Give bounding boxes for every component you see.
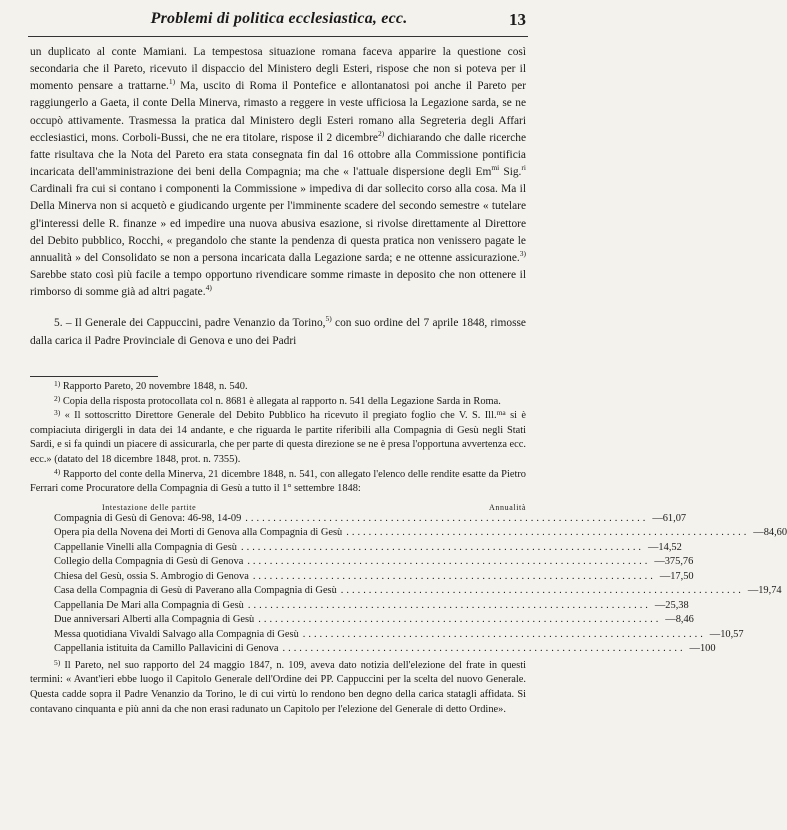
row-label: Collegio della Compagnia di Gesù di Genova bbox=[54, 556, 244, 568]
row-label: Cappellanie Vinelli alla Compagnia di Gesù bbox=[54, 541, 237, 553]
dash: — bbox=[659, 570, 671, 582]
dash: — bbox=[665, 614, 676, 626]
footnote-ref-4: 4) bbox=[205, 283, 212, 293]
superscript: mi bbox=[491, 163, 500, 173]
running-header bbox=[28, 10, 530, 34]
row-amount: 84,60 bbox=[763, 527, 787, 539]
row-amount: 61,07 bbox=[662, 512, 687, 524]
row-amount: 14,52 bbox=[658, 541, 682, 553]
leader-dots: ........................................................................ bbox=[282, 643, 686, 655]
footnote-4 bbox=[30, 468, 526, 497]
dash: — bbox=[654, 556, 665, 568]
table-header bbox=[54, 499, 526, 512]
leader-dots: ........................................................................ bbox=[245, 512, 649, 524]
row-amount: 10,57 bbox=[720, 628, 744, 640]
main-text bbox=[30, 44, 526, 350]
footnote-ref-2: 2) bbox=[377, 128, 385, 138]
revenue-table bbox=[54, 499, 787, 657]
leader-dots: ........................................................................ bbox=[247, 556, 651, 568]
table-row bbox=[54, 642, 716, 657]
page-number: 13 bbox=[509, 10, 526, 29]
table-row bbox=[54, 555, 694, 570]
table-row bbox=[54, 541, 682, 556]
text-run: un duplicato al conte Mamiani. La tempestosa situazione romana faceva apparire la questione così secondaria che il Pareto, ricevuto il dispaccio del Ministero degli Esteri, rispose che non si poteva per il momento pensare a trattarne. bbox=[30, 46, 526, 93]
table-row bbox=[54, 599, 689, 614]
footnote-3 bbox=[30, 409, 526, 467]
text-run: Sarebbe stato così più facile a tempo opportuno rivendicare somme rimaste in deposito che non ottenere il rimborso di somme già ad altri pagate. bbox=[30, 269, 526, 299]
body-paragraph-2 bbox=[30, 315, 526, 349]
row-label: Casa della Compagnia di Gesù di Paverano alla Compagnia di Gesù bbox=[54, 585, 337, 597]
superscript: ri bbox=[521, 163, 527, 173]
row-amount: 19,74 bbox=[758, 585, 782, 597]
dash: — bbox=[753, 527, 764, 539]
leader-dots: ........................................................................ bbox=[346, 527, 750, 539]
row-label: Chiesa del Gesù, ossia S. Ambrogio di Genova bbox=[54, 570, 249, 582]
leader-dots: ........................................................................ bbox=[340, 585, 744, 597]
text-run: dichiarando che dalle ricerche fatte risultava che la Nota del Pareto era stata consegnata fin dal 16 ottobre alla Commissione pontificia incaricata dell'amministrazione dei beni della Compagnia; ma che « l'attuale dispersione degli Em bbox=[30, 131, 526, 179]
footnotes bbox=[30, 379, 787, 717]
running-title: Problemi di politica ecclesiastica, ecc. bbox=[150, 10, 408, 27]
text-run: Sig. bbox=[499, 166, 522, 179]
dash: — bbox=[648, 541, 659, 553]
dash: — bbox=[689, 643, 700, 655]
footnote-text: Il Pareto, nel suo rapporto del 24 maggio 1847, n. 109, aveva dato notizia dell'elezione del frate in questi termini: « Avant'ieri ebbe luogo il Capitolo Generale dell'Ordine dei PP. Cappuccini per la scelta del nuovo Generale. Questa cadde sopra il Padre Venanzio da Torino, le di cui virtù lo rendono ben degno della carica statagli affidata. Si contavano cinquanta e più anni da che non erasi radunato un Capitolo per l'elezione del Generale di detto Ordine». bbox=[30, 659, 526, 715]
column-header-amount: Annualità bbox=[489, 502, 526, 512]
row-amount: 375,76 bbox=[664, 556, 694, 568]
row-amount: 17,50 bbox=[670, 570, 694, 582]
leader-dots: ........................................................................ bbox=[247, 599, 651, 611]
row-label: Cappellania De Mari alla Compagnia di Gesù bbox=[54, 599, 244, 611]
footnote-text: si è compiaciuta dirigergli in data dei 14 andante, e che riguarda le partite riferibili alla Compagnia di Gesù negli Stati Sardi, e si fa quindi un piacere di assicurarla, che per parte di questa direzione se ne è presa l'opportuna avvertenza ecc. ecc.» (datato del 18 dicembre 1848, prot. n. 7355). bbox=[30, 410, 526, 465]
row-label: Due anniversari Alberti alla Compagnia di Gesù bbox=[54, 614, 255, 626]
leader-dots: ........................................................................ bbox=[302, 628, 706, 640]
footnote-1 bbox=[30, 380, 526, 395]
dash: — bbox=[654, 599, 666, 611]
text-run: 5. – Il Generale dei Cappuccini, padre Venanzio da Torino, bbox=[54, 317, 326, 330]
row-label: Opera pia della Novena dei Morti di Genova alla Compagnia di Gesù bbox=[54, 527, 343, 539]
body-paragraph-1 bbox=[30, 44, 526, 301]
text-run: Ma, uscito di Roma il Pontefice e allontanatosi poi anche il Pareto per raggiungerlo a Gaeta, il conte Della Minerva, rimasto a reggere in veste ufficiosa la Legazione sarda, se ne occupò attivamente. Trasmessa la pratica dal Ministero degli Esteri romano alla Segreteria degli Affari ecclesiastici, mons. Corboli-Bussi, che ne era titolare, rispose il 2 dicembre bbox=[30, 80, 526, 144]
footnote-mark: 3) bbox=[54, 408, 61, 418]
footnote-text: « Il sottoscritto Direttore Generale del Debito Pubblico ha ricevuto il pregiato foglio che V. S. Ill. bbox=[60, 410, 497, 422]
row-amount: 100 bbox=[699, 643, 716, 655]
table-row bbox=[54, 628, 744, 643]
text-run: con suo ordine del 7 aprile 1848, rimosse dalla carica il Padre Provinciale di Genova e uno dei Padri bbox=[30, 317, 526, 347]
table-row bbox=[54, 570, 694, 585]
column-header-label: Intestazione delle partite bbox=[102, 502, 197, 512]
footnote-2 bbox=[30, 395, 526, 410]
leader-dots: ........................................................................ bbox=[258, 614, 662, 626]
footnote-mark: 1) bbox=[54, 379, 61, 388]
footnote-ref-5: 5) bbox=[325, 314, 332, 324]
footnote-text: Rapporto Pareto, 20 novembre 1848, n. 540. bbox=[60, 381, 248, 392]
dash: — bbox=[709, 628, 721, 640]
superscript: ma bbox=[496, 408, 506, 418]
row-label: Cappellania istituita da Camillo Pallavicini di Genova bbox=[54, 643, 279, 655]
footnote-ref-3: 3) bbox=[519, 248, 526, 258]
footnote-5 bbox=[30, 659, 526, 717]
footnote-separator bbox=[30, 376, 158, 377]
footnote-ref-1: 1) bbox=[168, 77, 176, 87]
footnote-text: Rapporto del conte della Minerva, 21 dicembre 1848, n. 541, con allegato l'elenco delle rendite esatte da Pietro Ferrari come Procuratore della Compagnia di Gesù a tutto il 1° settembre 1848: bbox=[30, 468, 526, 495]
table-row bbox=[54, 526, 787, 541]
leader-dots: ........................................................................ bbox=[252, 570, 656, 582]
footnote-mark: 2) bbox=[54, 393, 61, 403]
dash: — bbox=[652, 512, 663, 524]
row-amount: 25,38 bbox=[665, 599, 689, 611]
footnote-text: Copia della risposta protocollata col n. 8681 è allegata al rapporto n. 541 della Legazione Sarda in Roma. bbox=[60, 395, 501, 407]
row-label: Messa quotidiana Vivaldi Salvago alla Compagnia di Gesù bbox=[54, 628, 299, 640]
row-label: Compagnia di Gesù di Genova: 46-98, 14-09 bbox=[54, 512, 242, 524]
table-row bbox=[54, 584, 782, 599]
dash: — bbox=[747, 585, 759, 597]
row-amount: 8,46 bbox=[675, 614, 694, 626]
footnote-mark: 5) bbox=[54, 657, 61, 667]
header-rule bbox=[28, 36, 528, 37]
footnote-mark: 4) bbox=[54, 466, 61, 476]
table-row bbox=[54, 613, 694, 628]
text-run: Cardinali fra cui si contano i componenti la Commissione » impediva di dar sollecito corso alla cosa. Ma il Della Minerva non si acquetò e giudicando urgente per l'imminente scadere del secondo semestre « tutelare gl'interessi delle R. finanze » ed impedire una nuova abusiva esazione, si rivolse direttamente al Direttore del Debito pubblico, Rocchi, « pregandolo che stante la pendenza di questa pratica non venissero pagate le annualità » del Consolidato se non a persona incaricata dalla Legazione sarda; e ne ottenne assicurazione. bbox=[30, 183, 526, 264]
leader-dots: ........................................................................ bbox=[241, 541, 645, 553]
